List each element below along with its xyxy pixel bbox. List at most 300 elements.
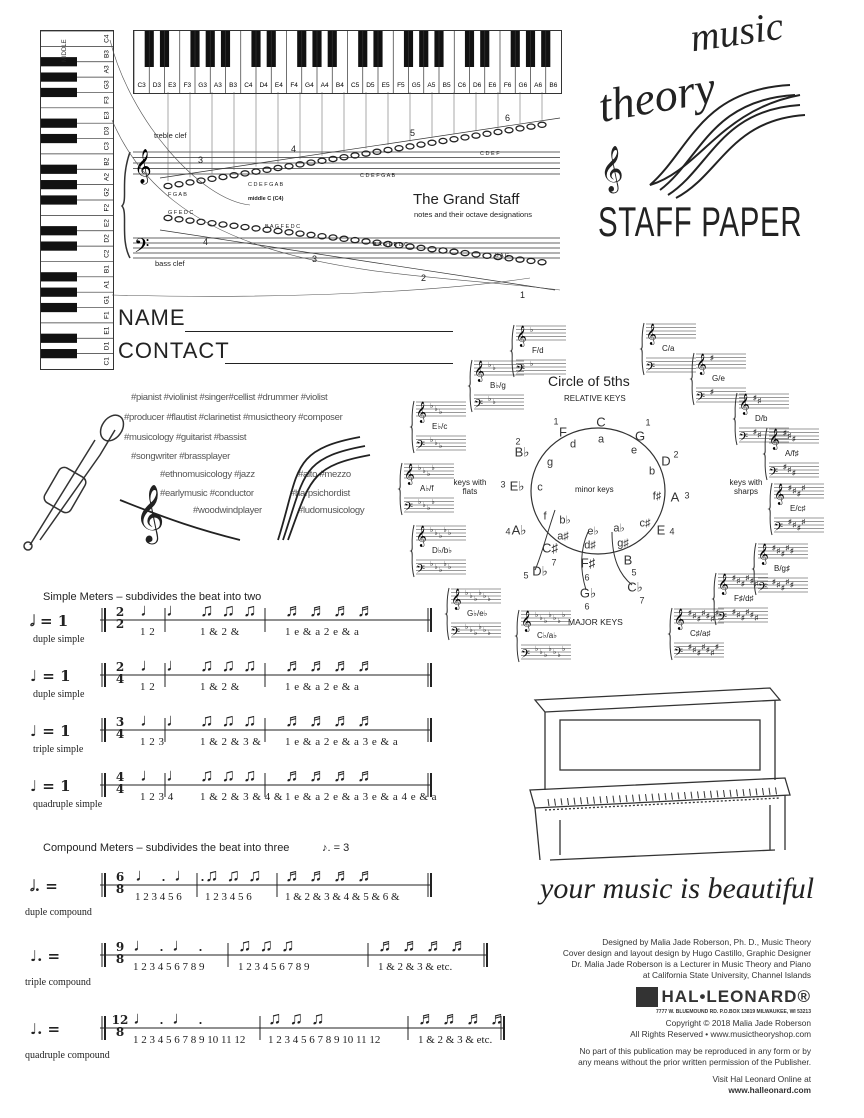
key-signature-label: E/c♯: [790, 504, 806, 513]
major-key-label: D: [661, 453, 671, 469]
piano-key: [594, 797, 595, 804]
count-text: 1 2 3 4 5 6 7 8 9: [238, 961, 310, 973]
note-letters: B A G: [495, 253, 510, 259]
note-letters: C D E F G A B: [360, 173, 396, 179]
accidental-icon: ♭: [553, 615, 557, 622]
accidental-icon: ♭: [431, 499, 435, 506]
left-middle-label: MIDDLE: [62, 39, 68, 62]
piano-key: [620, 795, 621, 802]
accidental-icon: ♯: [788, 485, 792, 492]
accidental-icon: ♯: [692, 613, 696, 620]
circle-title: Circle of 5ths: [548, 373, 630, 389]
accidental-icon: ♯: [781, 585, 785, 592]
accidental-icon: ♭: [418, 465, 422, 472]
accidental-icon: ♭: [488, 396, 492, 403]
accidental-icon: ♭: [557, 618, 561, 625]
accidental-count: 4: [505, 526, 511, 537]
minor-key-label: f♯: [652, 490, 662, 503]
treble-clef-icon: 𝄞: [521, 611, 532, 632]
major-keys-label: MAJOR KEYS: [568, 617, 623, 627]
accidental-count: 7: [551, 557, 557, 568]
accidental-icon: ♯: [697, 650, 701, 657]
piano-key: [724, 790, 725, 797]
accidental-count: 3: [684, 490, 690, 501]
key-label: E2: [103, 219, 111, 228]
key-signature-label: C♭/a♭: [537, 631, 557, 640]
key-label: C4: [244, 82, 253, 89]
accidental-icon: ♭: [430, 527, 434, 534]
accidental-icon: ♭: [443, 561, 447, 568]
accidental-icon: ♯: [785, 579, 789, 586]
note-group: ♫♫♫: [238, 935, 303, 955]
meter-label: duple simple: [33, 634, 85, 645]
beat-equivalence: ♩ = 1: [30, 722, 71, 740]
treble-clef-icon: 𝄞: [739, 394, 750, 415]
bass-clef-icon: 𝄢: [521, 648, 531, 664]
hashtag-line: #harpsichordist: [290, 488, 350, 499]
bass-clef-icon: 𝄢: [739, 431, 749, 447]
bass-clef-label: bass clef: [155, 259, 185, 268]
key-signature-label: G/e: [712, 374, 725, 383]
accidental-icon: ♯: [757, 398, 761, 405]
treble-clef-icon: 𝄞: [416, 402, 427, 423]
accidental-icon: ♭: [544, 652, 548, 659]
grand-staff-title: The Grand Staff: [413, 191, 520, 208]
accidental-icon: ♭: [439, 533, 443, 540]
time-signature-top: 6: [115, 870, 125, 884]
accidental-count: 4: [669, 526, 675, 537]
note-group: ♩♩: [140, 600, 192, 620]
accidental-icon: ♯: [745, 575, 749, 582]
accidental-icon: ♯: [797, 525, 801, 532]
count-text: 1 e & a 2 e & a: [285, 681, 360, 693]
octave-number: 1: [520, 290, 526, 300]
time-signature-bottom: 2: [115, 617, 125, 631]
key-signature-label: A♭/f: [420, 484, 434, 493]
credit-line: Dr. Malia Jade Roberson is a Lecturer in Music Theory and Piano: [571, 959, 811, 969]
piano-key: [737, 789, 738, 796]
key-label: E4: [274, 82, 283, 89]
minor-key-label: a♭: [613, 522, 625, 535]
meter-label: quadruple compound: [25, 1050, 110, 1061]
accidental-icon: ♯: [715, 610, 719, 617]
time-signature-bottom: 8: [115, 882, 125, 896]
accidental-icon: ♯: [710, 616, 714, 623]
key-label: B6: [549, 82, 558, 89]
time-signature-top: 9: [115, 940, 125, 954]
publisher-name: HAL•LEONARD®: [661, 987, 811, 1006]
minor-key-label: d: [569, 438, 577, 451]
key-label: G2: [103, 187, 111, 197]
accidental-icon: ♯: [790, 582, 794, 589]
accidental-icon: ♯: [783, 464, 787, 471]
notice: any means without the prior written permission of the Publisher.: [578, 1057, 811, 1067]
key-label: B3: [103, 50, 111, 59]
major-key-label: D♭: [532, 563, 548, 579]
tagline: your music is beautiful: [540, 872, 815, 905]
count-text: 1 & 2 & 3 & etc.: [378, 961, 453, 973]
key-label: F3: [183, 82, 192, 89]
key-label: E6: [488, 82, 497, 89]
piano-key: [587, 797, 588, 804]
accidental-icon: ♭: [430, 403, 434, 410]
accidental-icon: ♭: [422, 468, 426, 475]
key-signature-label: E♭/c: [432, 422, 448, 431]
major-key-label: C♭: [627, 579, 643, 595]
accidental-icon: ♯: [692, 647, 696, 654]
accidental-icon: ♯: [741, 581, 745, 588]
accidental-icon: ♯: [754, 615, 758, 622]
accidental-count: 1: [645, 417, 651, 428]
treble-clef-icon: 𝄞: [646, 324, 657, 345]
hashtag-line: #ludomusicology: [298, 505, 365, 516]
key-label: C5: [350, 82, 360, 89]
count-text: 1 2 3 4: [140, 791, 174, 803]
hashtag-line: #earlymusic #conductor: [160, 488, 254, 499]
minor-key-label: a: [597, 433, 605, 446]
count-text: 1 & 2 &: [200, 626, 240, 638]
major-key-label: F♯: [580, 555, 596, 571]
key-label: C3: [137, 82, 146, 89]
bass-clef-icon: 𝄢: [451, 626, 461, 642]
meter-label: triple simple: [33, 744, 84, 755]
treble-clef-icon: 𝄞: [404, 464, 415, 485]
piano-key: [639, 794, 640, 801]
key-label: A6: [534, 82, 543, 89]
accidental-icon: ♯: [741, 615, 745, 622]
treble-clef-label: treble clef: [154, 131, 187, 140]
accidental-count: 2: [673, 449, 679, 460]
octave-number: 4: [203, 237, 209, 247]
accidental-icon: ♭: [562, 612, 566, 619]
octave-number: 5: [410, 128, 416, 138]
note-group: ♬♬♬♬: [285, 655, 381, 675]
count-text: 1 2 3 4 5 6 7 8 9 10 11 12: [268, 1034, 381, 1046]
note-letters: C D E F: [480, 151, 500, 157]
accidental-icon: ♯: [785, 545, 789, 552]
accidental-icon: ♯: [732, 609, 736, 616]
time-signature-top: 3: [115, 715, 125, 729]
key-label: G1: [103, 295, 111, 305]
accidental-icon: ♯: [781, 551, 785, 558]
minor-key-label: g: [546, 456, 554, 469]
accidental-icon: ♯: [797, 491, 801, 498]
accidental-icon: ♭: [553, 649, 557, 656]
time-signature-top: 2: [115, 660, 125, 674]
key-signature-label: D♭/b♭: [432, 546, 452, 555]
piano-key: [711, 791, 712, 798]
octave-number: 3: [312, 254, 318, 264]
accidental-icon: ♭: [474, 596, 478, 603]
minor-key-label: g♯: [617, 537, 629, 550]
accidental-icon: ♭: [430, 437, 434, 444]
piano-key: [659, 793, 660, 800]
note-group: ♩♩: [140, 710, 192, 730]
key-label: B1: [103, 265, 111, 274]
accidental-icon: ♭: [478, 590, 482, 597]
accidental-icon: ♯: [801, 519, 805, 526]
accidental-icon: ♯: [783, 430, 787, 437]
credit-line: Designed by Malia Jade Roberson, Ph. D., Music Theory: [602, 937, 811, 947]
major-key-label: C♯: [542, 540, 558, 556]
key-label: G4: [305, 82, 314, 89]
key-label: A2: [103, 172, 111, 181]
accidental-icon: ♭: [469, 593, 473, 600]
treble-clef-icon: 𝄞: [516, 326, 527, 347]
accidental-icon: ♭: [548, 612, 552, 619]
accidental-icon: ♭: [439, 567, 443, 574]
accidental-count: 5: [631, 567, 637, 578]
note-group: ♩♩: [140, 765, 192, 785]
key-label: B5: [442, 82, 451, 89]
note-group: ♬♬♬♬: [378, 935, 474, 955]
count-text: 1 2 3 4 5 6 7 8 9: [133, 961, 205, 973]
accidental-icon: ♯: [757, 432, 761, 439]
beat-equivalence: ♩ = 1: [30, 667, 71, 685]
hashtag-line: #songwriter #brassplayer: [131, 451, 230, 462]
key-label: F3: [103, 96, 111, 104]
piano-key: [581, 797, 582, 804]
major-key-label: B♭: [514, 444, 530, 460]
accidental-count: 6: [584, 601, 590, 612]
key-label: A4: [320, 82, 329, 89]
key-signature-label: C/a: [662, 344, 675, 353]
bass-clef-icon: 𝄢: [516, 363, 526, 379]
treble-clef-icon: 𝄞: [696, 354, 707, 375]
note-group: ♫♫♫: [200, 655, 265, 675]
count-text: 1 & 2 & 3 & 4 &: [200, 791, 283, 803]
bass-clef-icon: 𝄢: [404, 501, 414, 517]
count-text: 1 & 2 &: [200, 681, 240, 693]
accidental-icon: ♯: [790, 548, 794, 555]
minor-key-label: f: [543, 510, 547, 523]
bass-clef-icon: 𝄢: [646, 361, 656, 377]
count-text: 1 2: [140, 626, 156, 638]
piano-key: [769, 788, 770, 795]
major-key-label: E: [656, 522, 666, 538]
beat-equivalence: ♩. =: [30, 947, 61, 965]
treble-clef-icon: 𝄞: [600, 146, 624, 192]
accidental-icon: ♭: [539, 649, 543, 656]
treble-clef-icon: 𝄞: [451, 589, 462, 610]
piano-key: [665, 793, 666, 800]
treble-clef-icon: 𝄞: [135, 484, 165, 542]
title-theory: theory: [594, 61, 720, 132]
accidental-icon: ♭: [443, 527, 447, 534]
accidental-icon: ♭: [530, 327, 534, 334]
piano-key: [730, 790, 731, 797]
piano-key: [672, 793, 673, 800]
accidental-icon: ♯: [701, 610, 705, 617]
accidental-icon: ♭: [530, 361, 534, 368]
contact-label: CONTACT: [118, 338, 230, 363]
key-label: D1: [103, 341, 111, 351]
middle-c-label: middle C (C4): [248, 196, 284, 202]
copyright: Copyright © 2018 Malia Jade Roberson: [665, 1018, 811, 1028]
note-group: ♬♬♬♬: [285, 600, 381, 620]
accidental-icon: ♭: [492, 365, 496, 372]
accidental-icon: ♯: [710, 355, 714, 362]
note-group: ♬♬♬♬: [285, 765, 381, 785]
key-label: E5: [381, 82, 390, 89]
treble-clef-icon: 𝄞: [474, 361, 485, 382]
piano-key: [743, 789, 744, 796]
count-text: 1 2 3 4 5 6: [135, 891, 182, 903]
meter-label: duple simple: [33, 689, 85, 700]
key-signature-label: B♭/g: [490, 381, 506, 390]
key-label: D2: [103, 234, 111, 243]
accidental-icon: ♭: [430, 561, 434, 568]
accidental-icon: ♭: [488, 362, 492, 369]
octave-number: 2: [421, 273, 427, 283]
minor-key-label: c: [537, 481, 543, 494]
key-label: B2: [103, 157, 111, 166]
key-label: G6: [518, 82, 528, 89]
note-group: ♬♬♬♬: [285, 710, 381, 730]
accidental-icon: ♭: [483, 627, 487, 634]
accidental-icon: ♭: [483, 593, 487, 600]
key-label: D6: [472, 82, 482, 89]
publisher-address: 7777 W. BLUEMOUND RD. P.O.BOX 13819 MILWAUKEE, WI 53213: [656, 1009, 811, 1015]
accidental-icon: ♭: [487, 596, 491, 603]
middle-label: MIDDLE: [244, 51, 251, 71]
key-label: F6: [503, 82, 512, 89]
hashtag-line: #ethnomusicology #jazz: [160, 469, 255, 480]
time-signature-bottom: 8: [115, 1025, 125, 1039]
major-key-label: G♭: [579, 585, 597, 601]
accidental-icon: ♯: [788, 519, 792, 526]
accidental-count: 5: [523, 570, 529, 581]
time-signature: [111, 941, 129, 965]
accidental-icon: ♭: [439, 409, 443, 416]
piano-key: [568, 798, 569, 805]
note-group: ♫♫♫: [268, 1008, 333, 1028]
accidental-icon: ♭: [535, 612, 539, 619]
treble-clef-icon: 𝄞: [718, 574, 729, 595]
hashtag-line: #producer #flautist #clarinetist #musictheory #composer: [124, 412, 343, 423]
key-label: F5: [397, 82, 405, 89]
accidental-icon: ♭: [474, 630, 478, 637]
count-text: 1 & 2 & 3 & 4 & 5 & 6 &: [285, 891, 400, 903]
note-letters: F G A B: [168, 192, 187, 198]
bass-clef-icon: 𝄢: [774, 521, 784, 537]
key-label: F2: [103, 203, 111, 212]
key-label: D4: [259, 82, 268, 89]
accidental-icon: ♭: [478, 624, 482, 631]
accidental-icon: ♯: [772, 579, 776, 586]
accidental-icon: ♯: [776, 582, 780, 589]
minor-key-label: c♯: [639, 517, 651, 530]
key-label: C2: [103, 249, 111, 258]
note-letters: G F E D C: [168, 210, 194, 216]
note-group: ♩.♩.: [133, 1008, 212, 1028]
credit-line: Cover design and layout design by Hugo Castillo, Graphic Designer: [562, 948, 811, 958]
accidental-count: 7: [639, 595, 645, 606]
count-text: 1 & 2 & 3 & etc.: [418, 1034, 493, 1046]
hashtag-line: #woodwindplayer: [193, 505, 262, 516]
treble-clef-icon: 𝄞: [416, 526, 427, 547]
major-key-label: B: [623, 552, 633, 568]
accidental-icon: ♯: [697, 616, 701, 623]
minor-key-label: d♯: [584, 539, 596, 552]
piano-key: [561, 798, 562, 805]
visit-text: Visit Hal Leonard Online at: [712, 1074, 811, 1084]
accidental-icon: ♯: [772, 545, 776, 552]
bass-clef-icon: 𝄢: [718, 611, 728, 627]
accidental-count: 3: [500, 479, 506, 490]
note-group: ♫♫♫: [200, 765, 265, 785]
piano-key: [691, 792, 692, 799]
accidental-icon: ♭: [539, 615, 543, 622]
piano-key: [574, 798, 575, 805]
title-staff-paper: STAFF PAPER: [598, 198, 803, 245]
minor-key-label: b♭: [559, 514, 571, 527]
beat-equivalence: ♩ = 1: [30, 777, 71, 795]
accidental-icon: ♭: [439, 443, 443, 450]
piano-key: [548, 799, 549, 806]
note-group: ♫♫♫: [205, 865, 270, 885]
accidental-icon: ♯: [776, 548, 780, 555]
piano-key: [704, 791, 705, 798]
note-group: ♫♫♫: [200, 710, 265, 730]
minor-keys-label: minor keys: [575, 485, 614, 494]
piano-key: [763, 788, 764, 795]
accidental-icon: ♭: [434, 406, 438, 413]
piano-key: [678, 792, 679, 799]
count-text: 1 2: [140, 681, 156, 693]
major-key-label: C: [596, 414, 606, 430]
key-signature-label: A/f♯: [785, 449, 799, 458]
key-label: D5: [366, 82, 375, 89]
credits: [491, 937, 811, 1096]
accidental-icon: ♯: [710, 389, 714, 396]
minor-key-label: e♭: [587, 525, 599, 538]
major-key-label: E♭: [509, 478, 525, 494]
hal-leonard-logo-icon: [636, 987, 658, 1007]
time-signature-top: 2: [115, 605, 125, 619]
piano-key: [646, 794, 647, 801]
key-label: A1: [103, 280, 111, 289]
accidental-icon: ♯: [745, 609, 749, 616]
accidental-icon: ♭: [562, 646, 566, 653]
note-group: ♩♩: [140, 655, 192, 675]
accidental-icon: ♭: [544, 618, 548, 625]
piano-key: [600, 796, 601, 803]
accidental-icon: ♯: [787, 433, 791, 440]
accidental-icon: ♭: [427, 471, 431, 478]
accidental-icon: ♭: [492, 399, 496, 406]
key-label: A3: [103, 65, 111, 74]
accidental-icon: ♯: [732, 575, 736, 582]
accidental-icon: ♯: [701, 644, 705, 651]
accidental-icon: ♭: [434, 564, 438, 571]
bass-clef-icon: 𝄢: [769, 466, 779, 482]
accidental-icon: ♯: [753, 395, 757, 402]
key-label: C3: [103, 142, 111, 151]
key-label: G3: [103, 80, 111, 90]
piano-key: [626, 795, 627, 802]
accidental-icon: ♯: [736, 578, 740, 585]
beat-equivalence: 𝅗𝅥. =: [30, 877, 58, 895]
accidental-icon: ♭: [448, 564, 452, 571]
grand-staff-subtitle: notes and their octave designations: [414, 210, 532, 219]
website-link[interactable]: www.halleonard.com: [728, 1085, 811, 1095]
accidental-icon: ♭: [431, 465, 435, 472]
minor-key-label: e: [630, 444, 638, 457]
beat-equivalence: ♩. =: [30, 1020, 61, 1038]
meter-label: triple compound: [25, 977, 91, 988]
time-signature: [111, 1014, 129, 1038]
